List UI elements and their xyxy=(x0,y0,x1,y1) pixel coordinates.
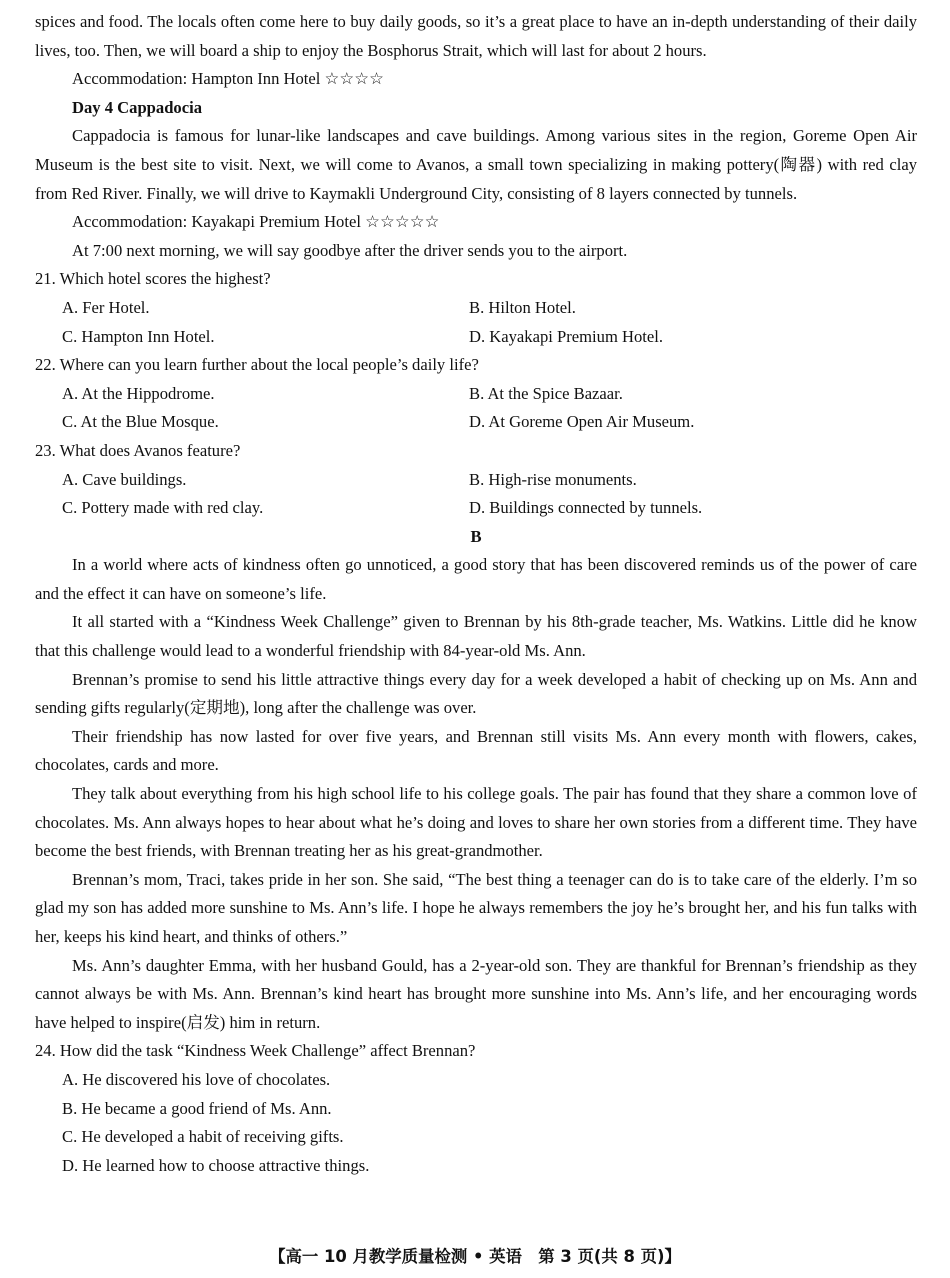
exam-page xyxy=(35,8,917,1180)
question-24 xyxy=(35,1037,917,1180)
passage-b-paragraph: Ms. Ann’s daughter Emma, with her husband Gould, has a 2-year-old son. They are thankful for Brennan’s friendship as they cannot always be with Ms. Ann. Brennan’s kind heart has brought more sunshine into Ms. Ann’s life, and her encouraging words have helped to inspire(启发) him in return. xyxy=(35,955,917,1032)
option-d: D. At Goreme Open Air Museum. xyxy=(469,412,695,432)
passage-b-paragraph: It all started with a “Kindness Week Challenge” given to Brennan by his 8th-grade teacher, Ms. Watkins. Little did he know that this challenge would lead to a wonderful friendship with 84-year-old Ms. Ann. xyxy=(35,612,917,661)
passage-b-paragraph: They talk about everything from his high school life to his college goals. The pair has found that they share a common love of chocolates. Ms. Ann always hopes to hear about what he’s doing and loves to share her own stories from a different time. They have become the best friends, with Brennan treating her as his great-grandmother. xyxy=(35,784,917,861)
option-a: A. At the Hippodrome. xyxy=(62,383,215,403)
option-a: A. He discovered his love of chocolates. xyxy=(62,1069,331,1089)
day4-paragraph: Cappadocia is famous for lunar-like landscapes and cave buildings. Among various sites in the region, Goreme Open Air Museum is the best site to visit. Next, we will come to Avanos, a small town specializing in making pottery(陶器) with red clay from Red River. Finally, we will drive to Kaymakli Underground City, consisting of 8 layers connected by tunnels. xyxy=(35,126,917,203)
option-c: C. Pottery made with red clay. xyxy=(62,498,264,518)
question-stem: 22. Where can you learn further about the local people’s daily life? xyxy=(35,355,479,375)
question-23 xyxy=(35,437,917,523)
option-a: A. Cave buildings. xyxy=(62,469,187,489)
passage-a-paragraph-end: spices and food. The locals often come here to buy daily goods, so it’s a great place to have an in-depth understanding of their daily lives, too. Then, we will board a ship to enjoy the Bosphorus Strait, which will last for about 2 hours. xyxy=(35,12,917,60)
question-21 xyxy=(35,265,917,351)
goodbye-line: At 7:00 next morning, we will say goodbye after the driver sends you to the airport. xyxy=(72,240,628,260)
option-b: B. Hilton Hotel. xyxy=(469,297,576,317)
question-stem: 23. What does Avanos feature? xyxy=(35,440,241,460)
option-b: B. He became a good friend of Ms. Ann. xyxy=(62,1098,332,1118)
page-footer: 【高一 10 月教学质量检测 • 英语 第 3 页(共 8 页)】 xyxy=(269,1247,681,1266)
option-c: C. He developed a habit of receiving gifts. xyxy=(62,1127,344,1147)
option-d: D. He learned how to choose attractive things. xyxy=(62,1155,370,1175)
passage-b-paragraph: Brennan’s mom, Traci, takes pride in her son. She said, “The best thing a teenager can do is to take care of the elderly. I’m so glad my son has added more sunshine to Ms. Ann’s life. I hope he always remembers the joy he’s brought her, and his fun talks with her, keeps his kind heart, and thinks of others.” xyxy=(35,869,917,946)
option-c: C. At the Blue Mosque. xyxy=(62,412,219,432)
day4-heading: Day 4 Cappadocia xyxy=(72,97,203,117)
option-d: D. Buildings connected by tunnels. xyxy=(469,498,703,518)
option-b: B. High-rise monuments. xyxy=(469,469,637,489)
section-b-heading: B xyxy=(470,526,482,546)
option-d: D. Kayakapi Premium Hotel. xyxy=(469,326,664,346)
option-b: B. At the Spice Bazaar. xyxy=(469,383,623,403)
accommodation-day4: Accommodation: Kayakapi Premium Hotel ☆☆☆☆☆ xyxy=(72,212,440,232)
question-stem: 24. How did the task “Kindness Week Challenge” affect Brennan? xyxy=(35,1041,476,1061)
question-stem: 21. Which hotel scores the highest? xyxy=(35,269,271,289)
passage-b-paragraph: Their friendship has now lasted for over five years, and Brennan still visits Ms. Ann every month with flowers, cakes, chocolates, cards and more. xyxy=(35,726,917,775)
accommodation-day3: Accommodation: Hampton Inn Hotel ☆☆☆☆ xyxy=(72,69,385,89)
option-c: C. Hampton Inn Hotel. xyxy=(62,326,215,346)
question-22 xyxy=(35,351,917,437)
option-a: A. Fer Hotel. xyxy=(62,297,150,317)
passage-b-paragraph: Brennan’s promise to send his little attractive things every day for a week developed a habit of checking up on Ms. Ann and sending gifts regularly(定期地), long after the challenge was over. xyxy=(35,669,917,718)
passage-b-paragraph: In a world where acts of kindness often go unnoticed, a good story that has been discovered reminds us of the power of care and the effect it can have on someone’s life. xyxy=(35,555,917,603)
